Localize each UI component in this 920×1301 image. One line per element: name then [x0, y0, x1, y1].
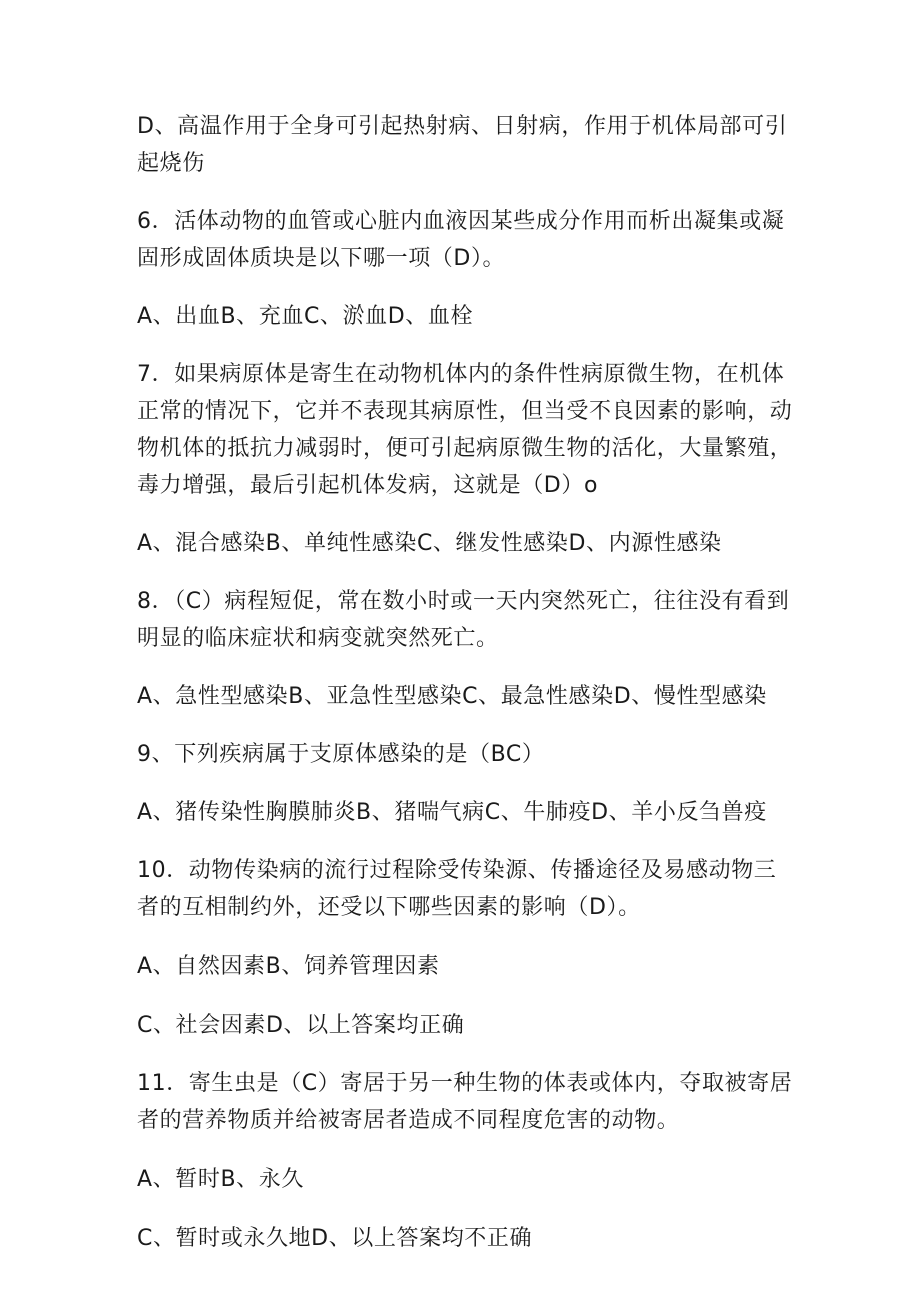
question-9: 9、下列疾病属于支原体感染的是（BC） [137, 742, 545, 767]
question-11-options-a: A、暂时B、永久 [137, 1167, 304, 1192]
question-8-options: A、急性型感染B、亚急性型感染C、最急性感染D、慢性型感染 [137, 684, 767, 709]
question-8: 8．（C）病程短促，常在数小时或一天内突然死亡，往往没有看到明显的临床症状和病变就突然死亡。 [137, 589, 790, 651]
question-6-options: A、出血B、充血C、淤血D、血栓 [137, 304, 474, 329]
question-10-options-c: C、社会因素D、以上答案均正确 [137, 1013, 465, 1038]
question-7-options: A、混合感染B、单纯性感染C、继发性感染D、内源性感染 [137, 531, 722, 556]
question-9-options: A、猪传染性胸膜肺炎B、猪喘气病C、牛肺疫D、羊小反刍兽疫 [137, 800, 767, 825]
paragraph-d-option: D、高温作用于全身可引起热射病、日射病，作用于机体局部可引起烧伤 [137, 114, 788, 176]
document-body [137, 108, 797, 1257]
question-11-options-c: C、暂时或永久地D、以上答案均不正确 [137, 1226, 533, 1251]
question-6: 6．活体动物的血管或心脏内血液因某些成分作用而析出凝集或凝固形成固体质块是以下哪一项（D）。 [137, 209, 785, 271]
question-10-options-a: A、自然因素B、饲养管理因素 [137, 954, 440, 979]
question-7: 7．如果病原体是寄生在动物机体内的条件性病原微生物，在机体正常的情况下，它并不表现其病原性，但当受不良因素的影响，动物机体的抵抗力减弱时，便可引起病原微生物的活化，大量繁殖，毒力增强，最后引起机体发病，这就是（D）o [137, 362, 793, 498]
question-11: 11．寄生虫是（C）寄居于另一种生物的体表或体内，夺取被寄居者的营养物质并给被寄居者造成不同程度危害的动物。 [137, 1071, 793, 1133]
question-10: 10．动物传染病的流行过程除受传染源、传播途径及易感动物三者的互相制约外，还受以下哪些因素的影响（D）。 [137, 858, 777, 920]
